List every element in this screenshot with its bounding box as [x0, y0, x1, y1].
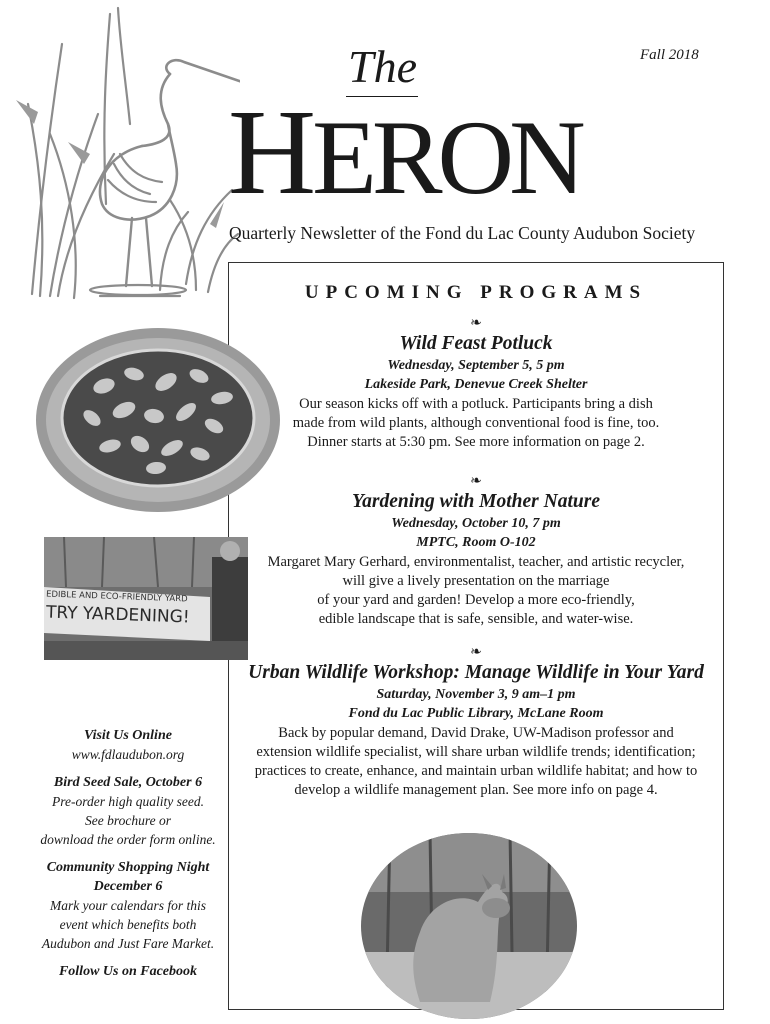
ornament-icon: ❧	[470, 316, 482, 331]
title-rest: ERON	[312, 99, 581, 216]
ornament-icon: ❧	[470, 645, 482, 660]
yardening-banner-photo	[44, 537, 248, 660]
ornament-icon: ❧	[470, 474, 482, 489]
banner-line2: TRY YARDENING!	[45, 602, 190, 628]
program-title: Urban Wildlife Workshop: Manage Wildlife in Your Yard	[248, 662, 704, 683]
website-link[interactable]: www.fdlaudubon.org	[71, 747, 185, 762]
banner-line1: EDIBLE AND ECO-FRIENDLY YARD	[45, 589, 188, 605]
title-initial: H	[228, 85, 313, 220]
program-title: Yardening with Mother Nature	[352, 491, 600, 512]
program-wild-feast-potluck	[228, 316, 724, 452]
newsletter-title	[228, 85, 581, 220]
program-urban-wildlife	[228, 645, 724, 800]
seed-sale-text: Pre-order high quality seed. See brochure or download the order form online.	[40, 794, 216, 847]
program-title: Wild Feast Potluck	[399, 333, 553, 354]
program-yardening	[228, 474, 724, 629]
sidebar	[40, 726, 216, 981]
program-location: MPTC, Room O-102	[416, 535, 536, 550]
heron-illustration	[10, 4, 240, 304]
shopping-night-block	[40, 858, 216, 953]
program-description: Margaret Mary Gerhard, environmentalist, teacher, and artistic recycler, will give a lively presentation on the marriage of your yard and garden! Develop a more eco-friendly, edible landscape that is safe, sensible, and water-wise.	[267, 554, 685, 627]
program-date: Wednesday, October 10, 7 pm	[391, 516, 561, 531]
program-location: Fond du Lac Public Library, McLane Room	[348, 706, 604, 721]
program-date: Wednesday, September 5, 5 pm	[387, 358, 565, 373]
program-date: Saturday, November 3, 9 am–1 pm	[376, 687, 576, 702]
deer-photo	[360, 832, 578, 1020]
program-location: Lakeside Park, Denevue Creek Shelter	[364, 377, 588, 392]
title-the: The	[348, 41, 417, 92]
issue-season: Fall 2018	[640, 47, 699, 63]
newsletter-subtitle: Quarterly Newsletter of the Fond du Lac County Audubon Society	[229, 223, 696, 243]
seed-sale-block	[40, 773, 216, 849]
visit-online-block	[40, 726, 216, 764]
programs-heading: UPCOMING PROGRAMS	[304, 282, 648, 303]
wild-greens-photo	[34, 326, 282, 514]
program-description: Back by popular demand, David Drake, UW-Madison professor and extension wildlife specialist, will share urban wildlife trends; identification; practices to create, enhance, and maintain urban wildlife habitat; and how to develop a wildlife management plan. See more info on page 4.	[254, 725, 698, 798]
shopping-text: Mark your calendars for this event which benefits both Audubon and Just Fare Market.	[41, 898, 215, 951]
visit-heading: Visit Us Online	[84, 728, 172, 743]
facebook-link[interactable]: Follow Us on Facebook	[58, 964, 198, 979]
seed-sale-heading: Bird Seed Sale, October 6	[53, 775, 203, 790]
shopping-heading: Community Shopping Night December 6	[46, 860, 210, 894]
program-description: Our season kicks off with a potluck. Participants bring a dish made from wild plants, although conventional food is fine, too. Dinner starts at 5:30 pm. See more information on page 2.	[292, 396, 660, 450]
